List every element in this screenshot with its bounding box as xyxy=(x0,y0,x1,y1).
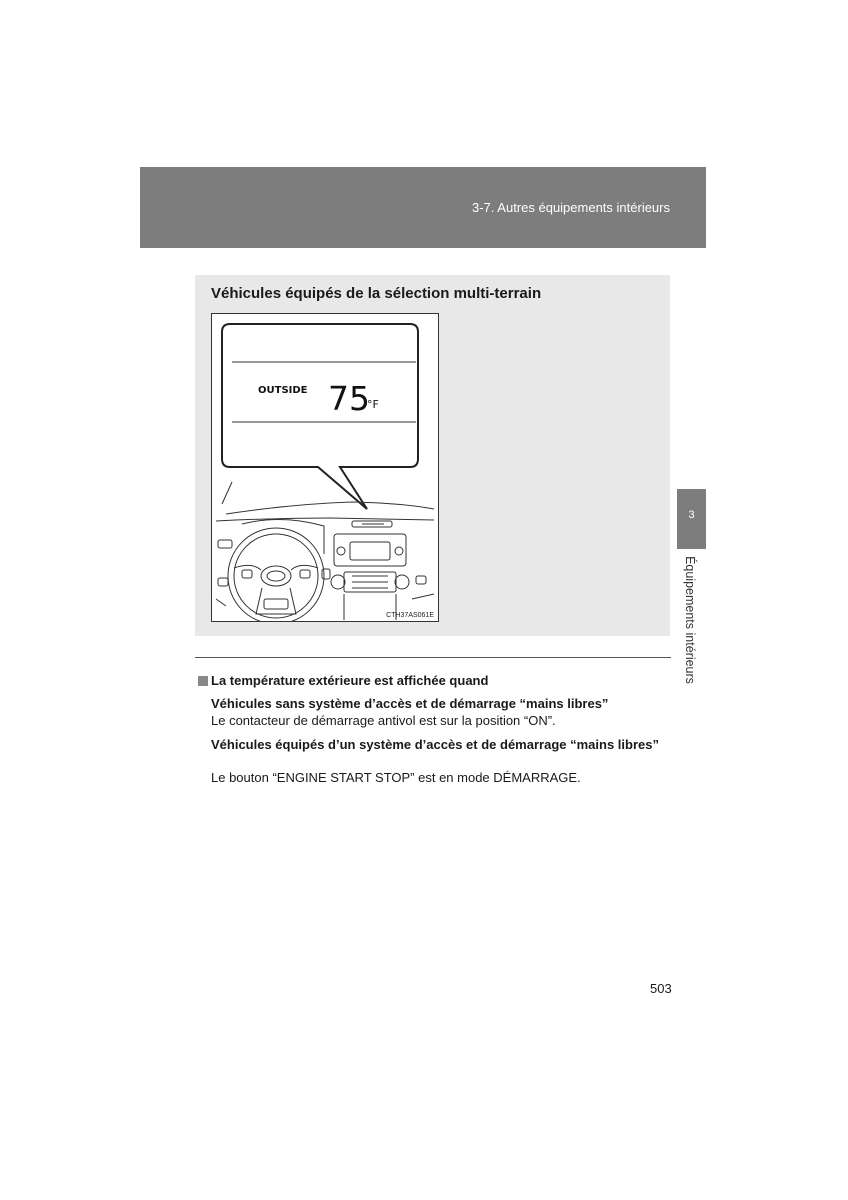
dashboard-figure xyxy=(211,313,439,622)
chapter-tab xyxy=(677,489,706,549)
section-heading-text: La température extérieure est affichée quand xyxy=(211,673,489,688)
figure-code: CTH37AS061E xyxy=(386,612,434,619)
header-band xyxy=(140,167,706,248)
subsection-1-text: Le contacteur de démarrage antivol est sur la position “ON”. xyxy=(211,713,556,728)
subsection-2-title: Véhicules équipés d’un système d’accès et de démarrage “mains libres” xyxy=(211,737,659,752)
section-title: 3-7. Autres équipements intérieurs xyxy=(472,200,670,215)
display-unit: °F xyxy=(367,398,379,411)
dashboard-illustration xyxy=(212,314,438,621)
display-temperature: 75 xyxy=(328,379,370,418)
display-outside-label: OUTSIDE xyxy=(258,385,308,396)
page-number: 503 xyxy=(650,981,672,996)
subsection-1-title: Véhicules sans système d’accès et de démarrage “mains libres” xyxy=(211,696,609,711)
square-bullet-icon xyxy=(198,676,208,686)
chapter-label: Équipements intérieurs xyxy=(683,556,697,684)
chapter-number: 3 xyxy=(688,509,695,521)
vehicle-panel xyxy=(195,275,670,636)
section-heading xyxy=(198,673,488,688)
subsection-2-text: Le bouton “ENGINE START STOP” est en mode DÉMARRAGE. xyxy=(211,770,581,785)
section-divider xyxy=(195,657,671,658)
panel-title: Véhicules équipés de la sélection multi-terrain xyxy=(211,285,542,302)
